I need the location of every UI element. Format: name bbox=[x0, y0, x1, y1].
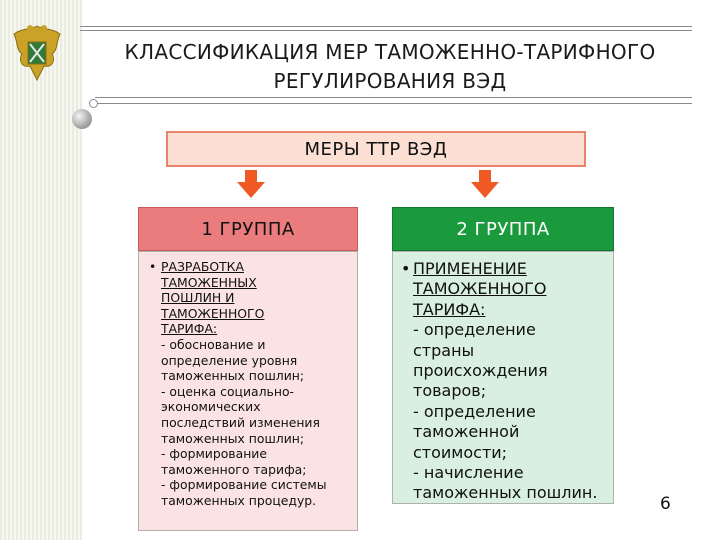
group1-detail-line: определение уровня bbox=[161, 352, 298, 368]
group1-detail-line: таможенных пошлин; bbox=[161, 368, 305, 384]
title-rule-bottom-2 bbox=[95, 103, 692, 104]
slide-title-line-1: КЛАССИФИКАЦИЯ МЕР ТАМОЖЕННО-ТАРИФНОГО bbox=[124, 40, 656, 64]
group1-detail-line: таможенного тарифа; bbox=[161, 461, 307, 477]
slide-title-line-2: РЕГУЛИРОВАНИЯ ВЭД bbox=[273, 69, 507, 93]
group1-heading-line: ТАМОЖЕННОГО bbox=[161, 305, 265, 321]
decorative-circle-icon bbox=[72, 109, 92, 129]
arrow-down-icon bbox=[470, 170, 500, 198]
group1-detail-line: экономических bbox=[161, 399, 261, 415]
group2-heading-line: ТАМОЖЕННОГО bbox=[413, 279, 547, 299]
group2-detail-line: происхождения bbox=[413, 361, 548, 381]
group2-detail-line: таможенных пошлин. bbox=[413, 483, 598, 503]
group1-detail-line: - обоснование и bbox=[161, 336, 266, 352]
emblem-icon bbox=[8, 20, 66, 86]
group1-detail-line: - оценка социально- bbox=[161, 383, 295, 399]
group2-detail-line: - определение bbox=[413, 320, 536, 340]
group1-heading bbox=[149, 259, 349, 337]
group1-detail-line: - формирование bbox=[161, 446, 267, 462]
group2-heading-line: ПРИМЕНЕНИЕ bbox=[413, 259, 527, 278]
group2-title: 2 ГРУППА bbox=[392, 207, 614, 251]
bullet-icon: • bbox=[401, 259, 411, 278]
title-rule-top-2 bbox=[80, 30, 692, 31]
group2-detail-line: таможенной bbox=[413, 422, 520, 442]
group1-detail-line: таможенных пошлин; bbox=[161, 430, 305, 446]
bullet-icon: • bbox=[149, 259, 157, 274]
decorative-circle-icon bbox=[89, 99, 98, 108]
group1-heading-line: ТАМОЖЕННЫХ bbox=[161, 274, 257, 290]
group1-detail-line: последствий изменения bbox=[161, 414, 320, 430]
slide-title bbox=[70, 38, 710, 96]
title-rule-top bbox=[80, 26, 692, 27]
group1-body bbox=[138, 251, 358, 531]
group2-detail-line: страны bbox=[413, 340, 475, 360]
group1-heading-line: ТАРИФА: bbox=[161, 321, 218, 337]
group1-heading-line: ПОШЛИН И bbox=[161, 290, 235, 306]
group2-details bbox=[401, 320, 605, 504]
group1-details bbox=[149, 337, 349, 509]
group2-detail-line: - определение bbox=[413, 401, 536, 421]
arrow-down-icon bbox=[236, 170, 266, 198]
group2-heading bbox=[401, 259, 605, 320]
title-rule-bottom bbox=[95, 97, 692, 98]
measures-header: МЕРЫ ТТР ВЭД bbox=[166, 131, 586, 167]
group2-detail-line: - начисление bbox=[413, 463, 524, 483]
page-number: 6 bbox=[660, 494, 671, 514]
group1-detail-line: - формирование системы bbox=[161, 477, 327, 493]
group1-detail-line: таможенных процедур. bbox=[161, 492, 317, 508]
group2-detail-line: товаров; bbox=[413, 381, 487, 401]
group2-body bbox=[392, 251, 614, 504]
group2-heading-line: ТАРИФА: bbox=[413, 299, 486, 319]
group1-heading-line: РАЗРАБОТКА bbox=[161, 259, 244, 274]
group1-title: 1 ГРУППА bbox=[138, 207, 358, 251]
group2-detail-line: стоимости; bbox=[413, 442, 508, 462]
